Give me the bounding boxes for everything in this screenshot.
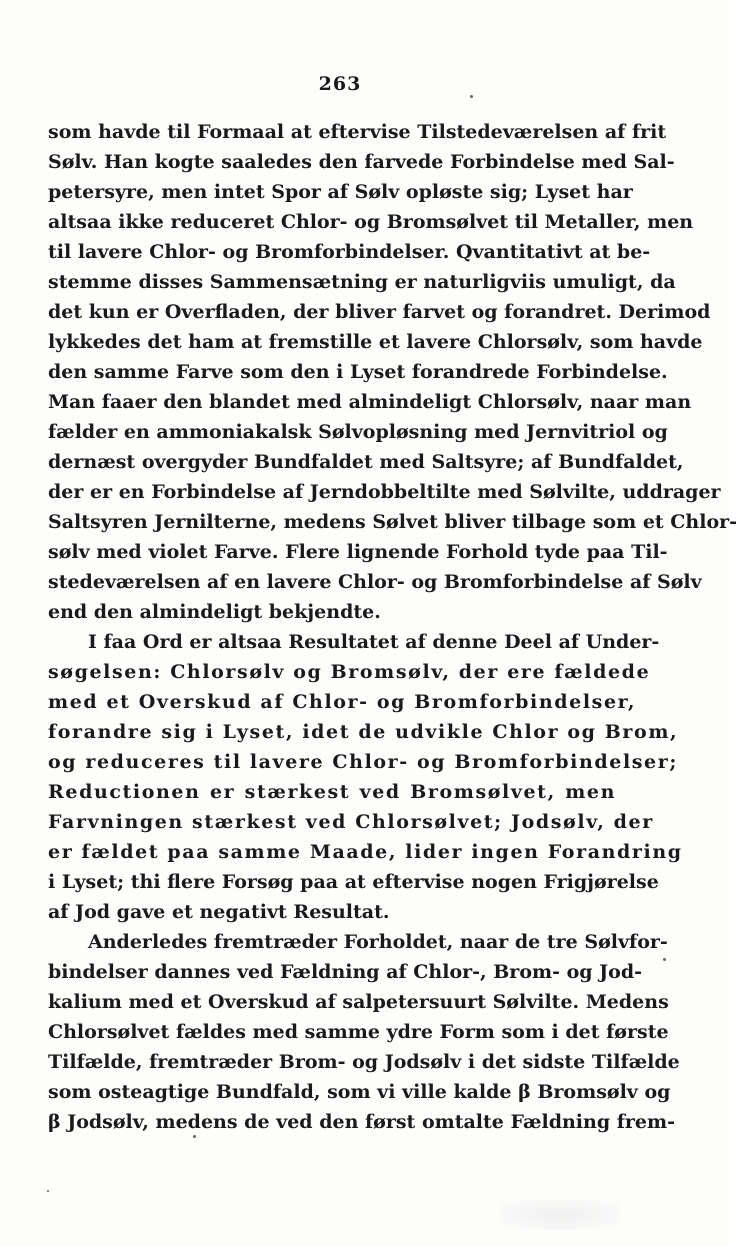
spaced-text-line: er fældet paa samme Maade, lider ingen Forandring	[48, 841, 683, 863]
text-line: til lavere Chlor- og Bromforbindelser. Qvantitativt at be-	[48, 241, 651, 263]
text-line: stedeværelsen af en lavere Chlor- og Bromforbindelse af Sølv	[48, 571, 702, 593]
spaced-text-line: Farvningen stærkest ved Chlorsølvet; Jodsølv, der	[48, 811, 654, 833]
paper-speck	[663, 958, 666, 961]
text-line: Saltsyren Jernilterne, medens Sølvet bliver tilbage som et Chlor-	[48, 511, 737, 533]
page-number: 263	[318, 73, 362, 95]
text-line: fælder en ammoniakalsk Sølvopløsning med Jernvitriol og	[48, 421, 668, 443]
spaced-text-line: Reductionen er stærkest ved Bromsølvet, men	[48, 781, 616, 803]
text-line: lykkedes det ham at fremstille et lavere Chlorsølv, som havde	[48, 331, 703, 353]
text-line: bindelser dannes ved Fældning af Chlor-, Brom- og Jod-	[48, 961, 643, 983]
text-line: dernæst overgyder Bundfaldet med Saltsyre; af Bundfaldet,	[48, 451, 684, 473]
spaced-text-line: med et Overskud af Chlor- og Bromforbindelser,	[48, 691, 637, 713]
text-line: β Jodsølv, medens de ved den først omtalte Fældning frem-	[48, 1111, 675, 1133]
text-line: sølv med violet Farve. Flere lignende Forhold tyde paa Til-	[48, 541, 668, 563]
text-line: det kun er Overfladen, der bliver farvet og forandret. Derimod	[48, 301, 711, 323]
paragraph-end-line: af Jod gave et negativt Resultat.	[48, 901, 390, 923]
paper-speck	[470, 95, 473, 98]
paragraph-end-line: end den almindeligt bekjendte.	[48, 601, 381, 623]
paragraph-start-line: I faa Ord er altsaa Resultatet af denne Deel af Under-	[88, 631, 660, 653]
spaced-text-line: forandre sig i Lyset, idet de udvikle Chlor og Brom,	[48, 721, 679, 743]
text-line: stemme disses Sammensætning er naturligviis umuligt, da	[48, 271, 676, 293]
text-line: petersyre, men intet Spor af Sølv opløste sig; Lyset har	[48, 181, 633, 203]
spaced-text-line: søgelsen: Chlorsølv og Bromsølv, der ere fældede	[48, 661, 651, 683]
text-line: i Lyset; thi flere Forsøg paa at eftervise nogen Frigjørelse	[48, 871, 659, 893]
text-line: som havde til Formaal at eftervise Tilstedeværelsen af frit	[48, 121, 667, 143]
paper-speck	[193, 1135, 196, 1138]
text-line: Man faaer den blandet med almindeligt Chlorsølv, naar man	[48, 391, 692, 413]
paper-speck	[47, 1190, 49, 1192]
spaced-text-line: og reduceres til lavere Chlor- og Bromforbindelser;	[48, 751, 678, 773]
text-line: altsaa ikke reduceret Chlor- og Bromsølvet til Metaller, men	[48, 211, 694, 233]
text-line: der er en Forbindelse af Jerndobbeltilte med Sølvilte, uddrager	[48, 481, 721, 503]
paragraph-start-line: Anderledes fremtræder Forholdet, naar de tre Sølvfor-	[88, 931, 668, 953]
text-line: den samme Farve som den i Lyset forandrede Forbindelse.	[48, 361, 668, 383]
paper-smudge	[500, 1200, 620, 1230]
body-text	[48, 117, 737, 1137]
text-line: Sølv. Han kogte saaledes den farvede Forbindelse med Sal-	[48, 151, 675, 173]
text-line: Chlorsølvet fældes med samme ydre Form som i det første	[48, 1021, 669, 1043]
text-line: Tilfælde, fremtræder Brom- og Jodsølv i det sidste Tilfælde	[48, 1051, 680, 1073]
text-line: som osteagtige Bundfald, som vi ville kalde β Bromsølv og	[48, 1081, 671, 1103]
text-line: kalium med et Overskud af salpetersuurt Sølvilte. Medens	[48, 991, 669, 1013]
